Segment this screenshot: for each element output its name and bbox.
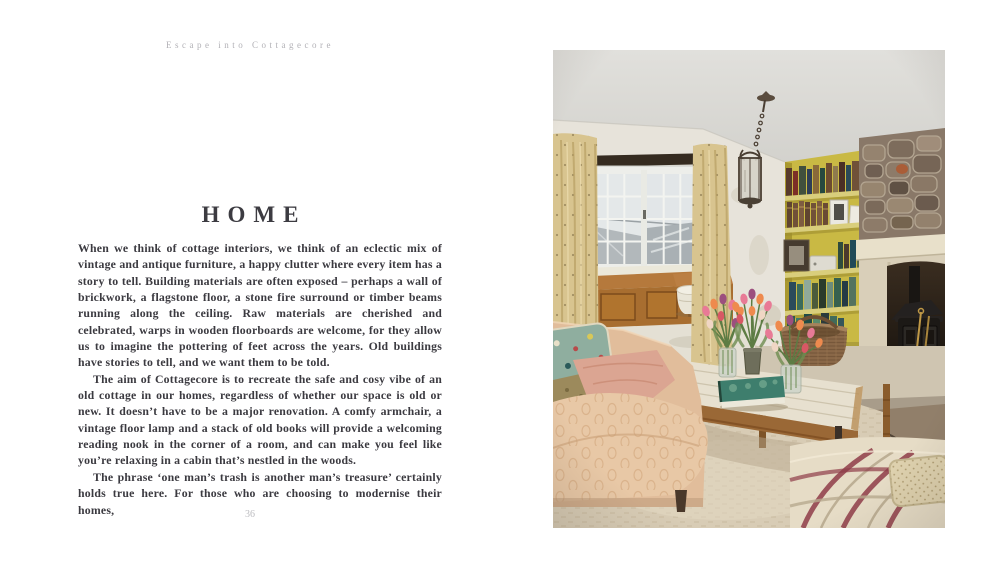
paragraph-1: When we think of cottage interiors, we think of an eclectic mix of vintage and antique furniture, a happy clutter where every item has a story to tell. Building materials are often exposed – perhaps a wall of brickwork, a flagstone floor, a stone fire surround or timber beams running along the ceiling. Raw materials are cherished and celebrated, warps in wooden floorboards are welcome, for they allow us to imagine the pottering of feet across the years. Old buildings have stories to tell, and we want them to be told. — [78, 241, 442, 370]
running-header: Escape into Cottagecore — [166, 40, 334, 50]
page-number: 36 — [245, 509, 255, 520]
chapter-title: HOME — [201, 202, 307, 228]
paragraph-2: The aim of Cottagecore is to recreate the safe and cosy vibe of an old cottage in our homes, regardless of whether our space is old or new. It doesn’t have to be a major renovation. A comfy armchair, a vintage floor lamp and a stack of old books will provide a welcoming reading nook in the corner of a room, and can make you feel like you’re relaxing in a cabin that’s nestled in the woods. — [78, 371, 442, 468]
paragraph-3: The phrase ‘one man’s trash is another man’s treasure’ certainly holds true here. For those who are choosing to modernise their homes, — [78, 469, 442, 517]
cottage-living-room-illustration — [553, 50, 945, 528]
photo-vignette — [553, 50, 945, 528]
body-text — [78, 240, 442, 518]
interior-photo — [553, 50, 945, 528]
